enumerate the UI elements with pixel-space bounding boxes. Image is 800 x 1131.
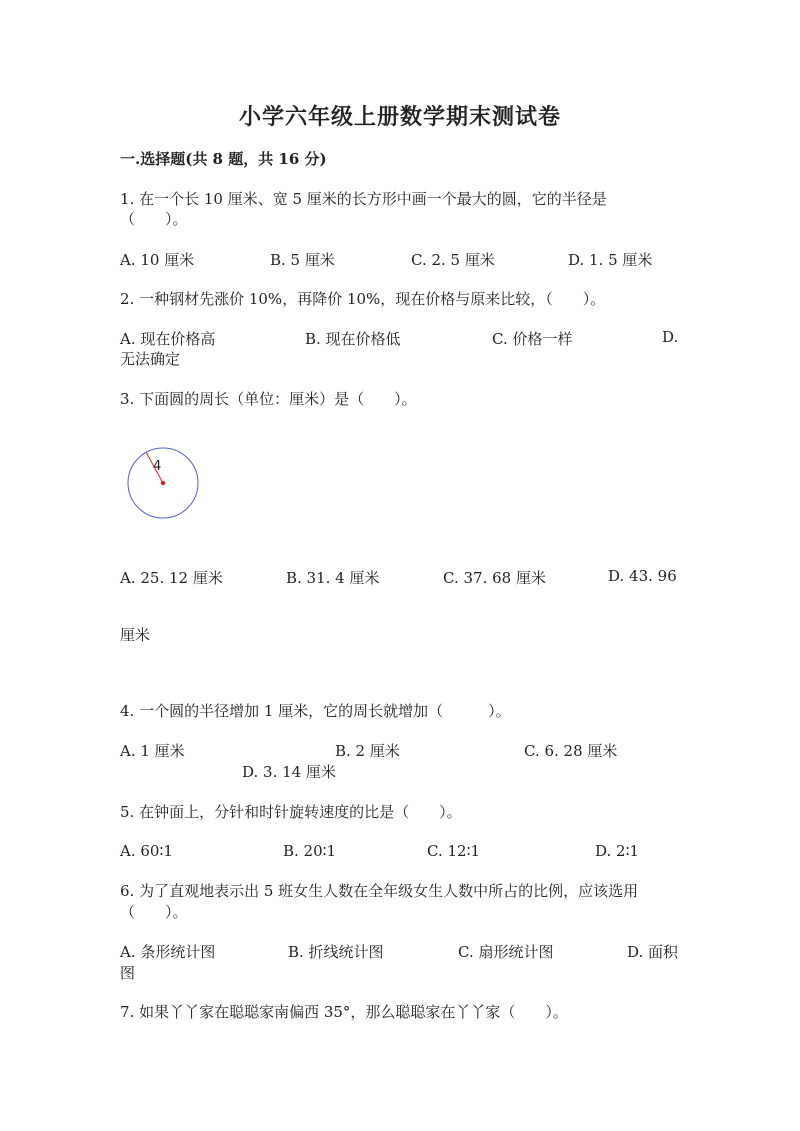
q2-option-d-continued: 无法确定 [120, 350, 181, 368]
q2-option-c: C. 价格一样 [492, 330, 573, 348]
q3-option-d: D. 43. 96 [608, 567, 677, 585]
q1-option-b: B. 5 厘米 [270, 251, 335, 269]
q5-option-a: A. 60∶1 [120, 842, 173, 860]
q2-option-a: A. 现在价格高 [120, 330, 216, 348]
center-point [161, 481, 165, 485]
q6-option-a: A. 条形统计图 [120, 943, 216, 961]
q3-option-b: B. 31. 4 厘米 [286, 569, 380, 587]
circle-figure [118, 438, 208, 528]
question-3: 3. 下面圆的周长（单位：厘米）是（ ）。 [120, 390, 417, 408]
q6-option-d-continued: 图 [120, 964, 136, 982]
question-1-line-1: 1. 在一个长 10 厘米、宽 5 厘米的长方形中画一个最大的圆，它的半径是 [120, 190, 607, 208]
q1-option-c: C. 2. 5 厘米 [411, 251, 495, 269]
q6-option-d: D. 面积 [627, 943, 679, 961]
q1-option-d: D. 1. 5 厘米 [568, 251, 653, 269]
q5-option-b: B. 20∶1 [283, 842, 337, 860]
question-4: 4. 一个圆的半径增加 1 厘米，它的周长就增加（ ）。 [120, 702, 511, 720]
q2-option-d: D. [662, 328, 679, 346]
q5-option-c: C. 12∶1 [427, 842, 481, 860]
question-1-line-2: （ ）。 [120, 210, 188, 228]
section-heading: 一.选择题(共 8 题，共 16 分) [120, 150, 327, 168]
q3-option-c: C. 37. 68 厘米 [443, 569, 546, 587]
question-5: 5. 在钟面上，分针和时针旋转速度的比是（ ）。 [120, 803, 462, 821]
q5-option-d: D. 2∶1 [595, 842, 640, 860]
q4-option-b: B. 2 厘米 [335, 742, 400, 760]
q6-option-c: C. 扇形统计图 [458, 943, 554, 961]
q4-option-c: C. 6. 28 厘米 [524, 742, 618, 760]
question-7: 7. 如果丫丫家在聪聪家南偏西 35°，那么聪聪家在丫丫家（ ）。 [120, 1003, 568, 1021]
q4-option-a: A. 1 厘米 [120, 742, 185, 760]
question-6-line-2: （ ）。 [120, 903, 188, 921]
radius-label: 4 [153, 459, 162, 474]
question-2: 2. 一种钢材先涨价 10%，再降价 10%，现在价格与原来比较，（ ）。 [120, 290, 606, 308]
q6-option-b: B. 折线统计图 [288, 943, 384, 961]
q2-option-b: B. 现在价格低 [305, 330, 401, 348]
q1-option-a: A. 10 厘米 [120, 251, 195, 269]
q3-option-d-continued: 厘米 [120, 626, 151, 644]
q3-option-a: A. 25. 12 厘米 [120, 569, 223, 587]
q4-option-d: D. 3. 14 厘米 [242, 763, 336, 781]
question-6-line-1: 6. 为了直观地表示出 5 班女生人数在全年级女生人数中所占的比例，应该选用 [120, 882, 639, 900]
page-title: 小学六年级上册数学期末测试卷 [238, 104, 562, 130]
